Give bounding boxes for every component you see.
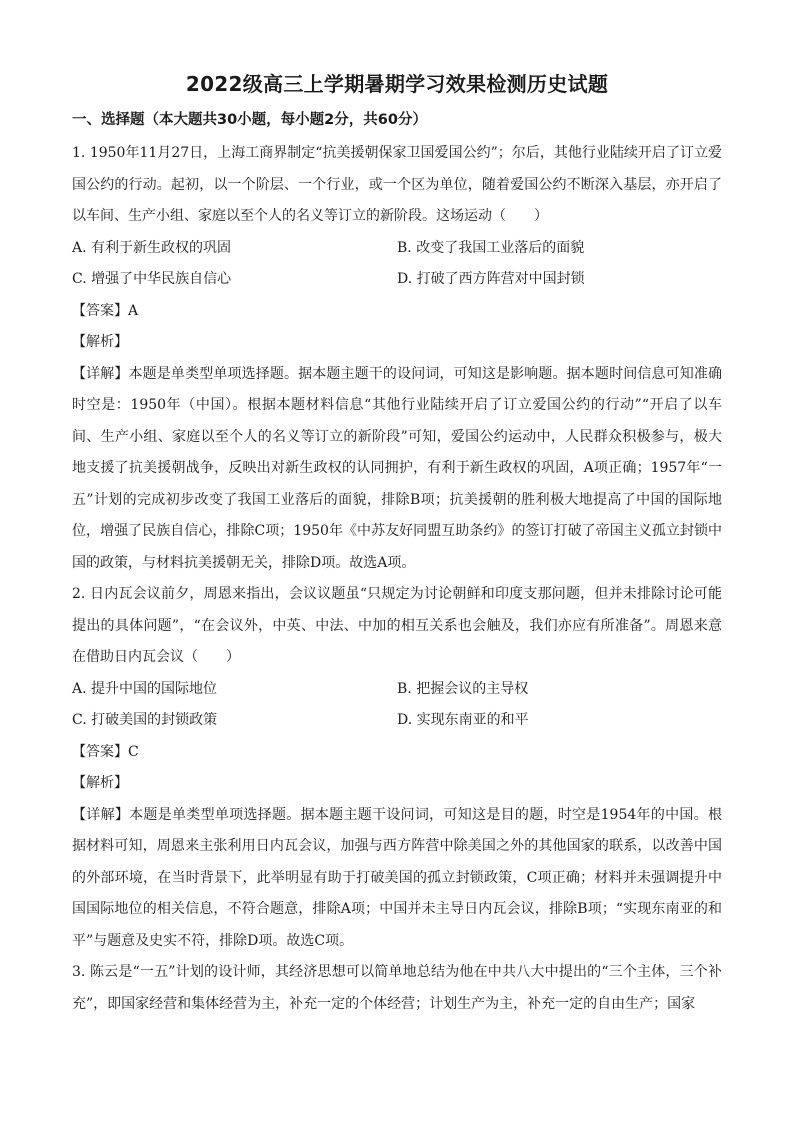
analysis-label: 【解析】	[72, 334, 128, 350]
question-3	[72, 957, 722, 1020]
question-list	[72, 138, 722, 1020]
option-b: B. 把握会议的主导权	[397, 680, 529, 697]
question-stem: 3. 陈云是“一五”计划的设计师，其经济思想可以简单地总结为他在中共八大中提出的“三个主体，三个补充”，即国家经营和集体经营为主，补充一定的个体经营；计划生产为主，补充一定的自由生产；国家	[72, 964, 722, 1012]
question-1	[72, 138, 722, 579]
document-title: 2022级高三上学期暑期学习效果检测历史试题	[185, 72, 609, 96]
question-stem: 2. 日内瓦会议前夕，周恩来指出，会议议题虽“只规定为讨论朝鲜和印度支那问题，但并未排除讨论可能提出的具体问题”，“在会议外，中英、中法、中加的相互关系也会触及，我们亦应有所准备”。周恩来意在借助日内瓦会议（ ）	[72, 586, 722, 665]
option-b: B. 改变了我国工业落后的面貌	[397, 239, 585, 256]
option-a: A. 有利于新生政权的巩固	[72, 239, 232, 256]
option-a: A. 提升中国的国际地位	[72, 680, 218, 697]
answer-label: 【答案】A	[72, 302, 139, 319]
detail-text: 【详解】本题是单类型单项选择题。据本题主题干的设问词，可知这是影响题。据本题时间信息可知准确时空是：1950年（中国）。根据本题材料信息“其他行业陆续开启了订立爱国公约的行动”“开启了以车间、生产小组、家庭以至个人的名义等订立的新阶段”可知，爱国公约运动中，人民群众积极参与，极大地支援了抗美援朝战争，反映出对新生政权的认同拥护，有利于新生政权的巩固，A项正确；1957年“一五”计划的完成初步改变了我国工业落后的面貌，排除B项；抗美援朝的胜利极大地提高了中国的国际地位，增强了民族自信心，排除C项；1950年《中苏友好同盟互助条约》的签订打破了帝国主义孤立封锁中国的政策，与材料抗美援朝无关，排除D项。故选A项。	[72, 365, 722, 571]
option-c: C. 打破美国的封锁政策	[72, 712, 218, 728]
option-d: D. 实现东南亚的和平	[397, 712, 529, 728]
options-row	[72, 705, 722, 737]
option-d: D. 打破了西方阵营对中国封锁	[397, 271, 585, 287]
options-row	[72, 264, 722, 296]
detail-text: 【详解】本题是单类型单项选择题。据本题主题干设问词，可知这是目的题，时空是1954年的中国。根据材料可知，周恩来主张利用日内瓦会议，加强与西方阵营中除美国之外的其他国家的联系，以改善中国的外部环境，在当时背景下，此举明显有助于打破美国的孤立封锁政策，C项正确；材料并未强调提升中国国际地位的相关信息，不符合题意，排除A项；中国并未主导日内瓦会议，排除B项；“实现东南亚的和平”与题意及史实不符，排除D项。故选C项。	[72, 806, 722, 949]
answer-label: 【答案】C	[72, 743, 139, 760]
section-heading: 一、选择题（本大题共30小题，每小题2分，共60分）	[72, 112, 427, 128]
option-c: C. 增强了中华民族自信心	[72, 271, 232, 287]
question-stem: 1. 1950年11月27日，上海工商界制定“抗美援朝保家卫国爱国公约”；尔后，其他行业陆续开启了订立爱国公约的行动。起初，以一个阶层、一个行业，或一个区为单位，随着爱国公约不断深入基层，亦开启了以车间、生产小组、家庭以至个人的名义等订立的新阶段。这场运动（ ）	[72, 145, 722, 224]
options-row	[72, 233, 722, 265]
question-2	[72, 579, 722, 957]
analysis-label: 【解析】	[72, 775, 128, 791]
options-row	[72, 674, 722, 706]
